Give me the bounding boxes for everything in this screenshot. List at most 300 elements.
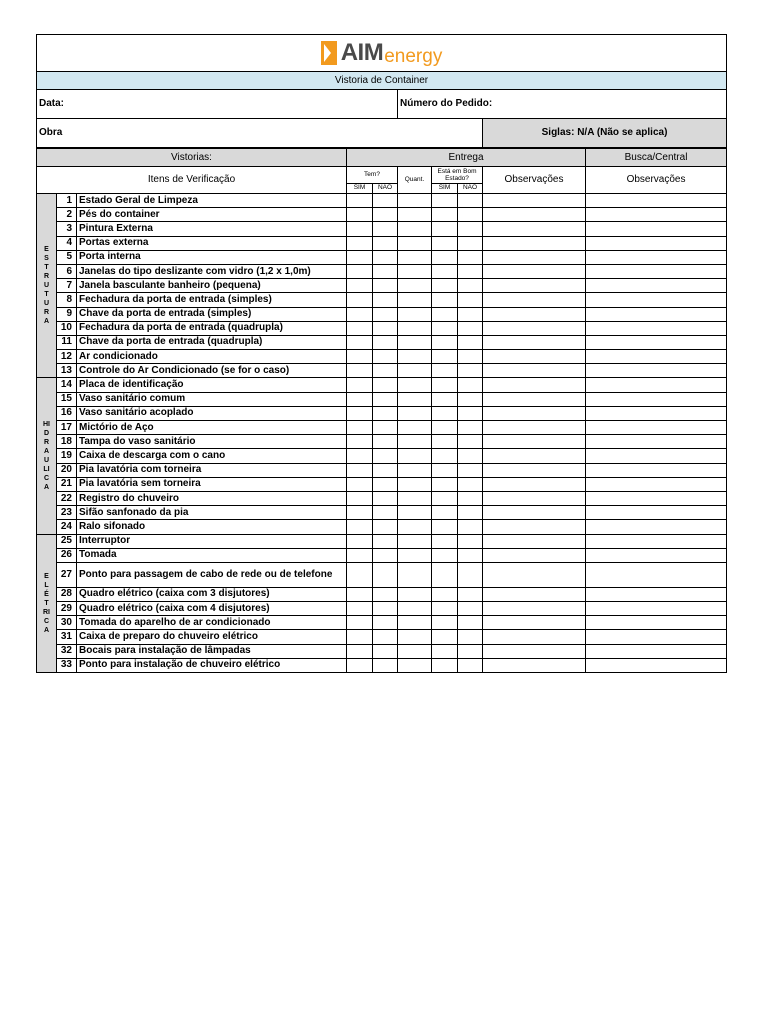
obs-entrega-cell[interactable] — [483, 208, 586, 222]
table-row — [37, 616, 727, 630]
estado-nao-cell[interactable] — [458, 194, 483, 208]
estado-sim-cell[interactable] — [432, 506, 458, 520]
item-description: Tomada — [77, 548, 347, 562]
category-label-1 — [37, 378, 57, 534]
quant-cell[interactable] — [398, 208, 432, 222]
estado-sim-cell[interactable] — [432, 335, 458, 349]
quant-header: Quant. — [398, 167, 432, 194]
tem-sim-cell[interactable] — [347, 562, 373, 587]
item-description: Caixa de preparo do chuveiro elétrico — [77, 630, 347, 644]
estado-nao-cell[interactable] — [458, 421, 483, 435]
tem-sim-cell[interactable] — [347, 264, 373, 278]
obs-entrega-cell[interactable] — [483, 506, 586, 520]
obs-entrega-cell[interactable] — [483, 194, 586, 208]
tem-sim-cell[interactable] — [347, 616, 373, 630]
tem-nao-cell[interactable] — [373, 548, 398, 562]
obs-busca-cell[interactable] — [586, 250, 727, 264]
item-description: Mictório de Aço — [77, 421, 347, 435]
estado-sim-cell[interactable] — [432, 630, 458, 644]
estado-nao-header: NÃO — [458, 184, 483, 194]
estado-sim-cell[interactable] — [432, 307, 458, 321]
estado-sim-cell[interactable] — [432, 264, 458, 278]
item-number: 21 — [57, 477, 77, 491]
obs-entrega-cell[interactable] — [483, 562, 586, 587]
tem-sim-cell[interactable] — [347, 350, 373, 364]
obs-busca-cell[interactable] — [586, 421, 727, 435]
estado-sim-cell[interactable] — [432, 491, 458, 505]
estado-nao-cell[interactable] — [458, 236, 483, 250]
tem-nao-cell[interactable] — [373, 264, 398, 278]
item-number: 6 — [57, 264, 77, 278]
item-number: 23 — [57, 506, 77, 520]
order-number-field[interactable] — [398, 90, 727, 119]
quant-cell[interactable] — [398, 378, 432, 392]
quant-cell[interactable] — [398, 236, 432, 250]
tem-sim-cell[interactable] — [347, 534, 373, 548]
item-description: Controle do Ar Condicionado (se for o caso) — [77, 364, 347, 378]
quant-cell[interactable] — [398, 250, 432, 264]
tem-sim-cell[interactable] — [347, 406, 373, 420]
tem-sim-cell[interactable] — [347, 602, 373, 616]
tem-nao-cell[interactable] — [373, 194, 398, 208]
tem-sim-cell[interactable] — [347, 449, 373, 463]
obs-busca-cell[interactable] — [586, 548, 727, 562]
quant-cell[interactable] — [398, 364, 432, 378]
estado-sim-cell[interactable] — [432, 587, 458, 601]
category-label-text: ELÉTRICA — [43, 572, 50, 634]
obs-entrega-cell[interactable] — [483, 364, 586, 378]
estado-sim-cell[interactable] — [432, 477, 458, 491]
item-description: Ponto para instalação de chuveiro elétrico — [77, 658, 347, 672]
obs-busca-cell[interactable] — [586, 194, 727, 208]
obs-entrega-cell[interactable] — [483, 335, 586, 349]
tem-sim-cell[interactable] — [347, 644, 373, 658]
estado-sim-cell[interactable] — [432, 520, 458, 534]
item-number: 32 — [57, 644, 77, 658]
obs-busca-cell[interactable] — [586, 506, 727, 520]
tem-nao-cell[interactable] — [373, 222, 398, 236]
estado-sim-cell[interactable] — [432, 658, 458, 672]
tem-nao-cell[interactable] — [373, 236, 398, 250]
tem-sim-cell[interactable] — [347, 250, 373, 264]
obs-busca-cell[interactable] — [586, 463, 727, 477]
obs-entrega-cell[interactable] — [483, 350, 586, 364]
obs-entrega-cell[interactable] — [483, 279, 586, 293]
quant-cell[interactable] — [398, 587, 432, 601]
item-number: 19 — [57, 449, 77, 463]
estado-nao-cell[interactable] — [458, 307, 483, 321]
obs-entrega-cell[interactable] — [483, 477, 586, 491]
estado-nao-cell[interactable] — [458, 658, 483, 672]
obs-entrega-cell[interactable] — [483, 449, 586, 463]
tem-nao-cell[interactable] — [373, 208, 398, 222]
obs-busca-cell[interactable] — [586, 616, 727, 630]
quant-cell[interactable] — [398, 463, 432, 477]
tem-nao-cell[interactable] — [373, 335, 398, 349]
tem-nao-cell[interactable] — [373, 392, 398, 406]
item-number: 28 — [57, 587, 77, 601]
estado-sim-cell[interactable] — [432, 236, 458, 250]
quant-cell[interactable] — [398, 534, 432, 548]
obs-entrega-cell[interactable] — [483, 602, 586, 616]
tem-nao-cell[interactable] — [373, 562, 398, 587]
table-row — [37, 587, 727, 601]
item-description: Quadro elétrico (caixa com 4 disjutores) — [77, 602, 347, 616]
tem-nao-cell[interactable] — [373, 534, 398, 548]
tem-nao-cell[interactable] — [373, 250, 398, 264]
quant-cell[interactable] — [398, 421, 432, 435]
estado-sim-cell[interactable] — [432, 562, 458, 587]
estado-sim-cell[interactable] — [432, 222, 458, 236]
item-description: Vaso sanitário acoplado — [77, 406, 347, 420]
table-row — [37, 491, 727, 505]
quant-cell[interactable] — [398, 293, 432, 307]
tem-nao-cell[interactable] — [373, 602, 398, 616]
tem-nao-cell[interactable] — [373, 350, 398, 364]
tem-sim-cell[interactable] — [347, 548, 373, 562]
estado-nao-cell[interactable] — [458, 378, 483, 392]
tem-nao-cell[interactable] — [373, 658, 398, 672]
quant-cell[interactable] — [398, 350, 432, 364]
estado-nao-cell[interactable] — [458, 616, 483, 630]
obs-entrega-cell[interactable] — [483, 463, 586, 477]
obs-entrega-cell[interactable] — [483, 520, 586, 534]
tem-sim-cell[interactable] — [347, 222, 373, 236]
table-row — [37, 630, 727, 644]
date-field[interactable] — [37, 90, 398, 119]
obs-busca-cell[interactable] — [586, 321, 727, 335]
tem-sim-cell[interactable] — [347, 279, 373, 293]
item-number: 5 — [57, 250, 77, 264]
tem-nao-cell[interactable] — [373, 435, 398, 449]
estado-nao-cell[interactable] — [458, 463, 483, 477]
tem-sim-cell[interactable] — [347, 236, 373, 250]
item-description: Bocais para instalação de lâmpadas — [77, 644, 347, 658]
estado-sim-cell[interactable] — [432, 392, 458, 406]
item-description: Ralo sifonado — [77, 520, 347, 534]
tem-nao-cell[interactable] — [373, 506, 398, 520]
tem-nao-cell[interactable] — [373, 364, 398, 378]
obs-busca-cell[interactable] — [586, 602, 727, 616]
table-row — [37, 520, 727, 534]
quant-cell[interactable] — [398, 616, 432, 630]
logo-text-energy: energy — [384, 46, 443, 67]
inspection-sheet — [36, 34, 726, 673]
quant-cell[interactable] — [398, 264, 432, 278]
item-description: Pia lavatória sem torneira — [77, 477, 347, 491]
tem-nao-cell[interactable] — [373, 279, 398, 293]
estado-sim-cell[interactable] — [432, 250, 458, 264]
tem-sim-cell[interactable] — [347, 506, 373, 520]
quant-cell[interactable] — [398, 520, 432, 534]
tem-nao-cell[interactable] — [373, 520, 398, 534]
estado-nao-cell[interactable] — [458, 406, 483, 420]
obs-entrega-cell[interactable] — [483, 587, 586, 601]
quant-cell[interactable] — [398, 194, 432, 208]
estado-nao-cell[interactable] — [458, 520, 483, 534]
obs-busca-header: Observações — [586, 167, 727, 194]
obs-entrega-cell[interactable] — [483, 406, 586, 420]
obs-busca-cell[interactable] — [586, 562, 727, 587]
tem-sim-cell[interactable] — [347, 520, 373, 534]
obs-busca-cell[interactable] — [586, 534, 727, 548]
obs-entrega-cell[interactable] — [483, 307, 586, 321]
obs-busca-cell[interactable] — [586, 222, 727, 236]
estado-nao-cell[interactable] — [458, 548, 483, 562]
estado-nao-cell[interactable] — [458, 392, 483, 406]
quant-cell[interactable] — [398, 222, 432, 236]
tem-sim-cell[interactable] — [347, 630, 373, 644]
estado-nao-cell[interactable] — [458, 587, 483, 601]
item-number: 11 — [57, 335, 77, 349]
estado-sim-cell[interactable] — [432, 644, 458, 658]
item-number: 9 — [57, 307, 77, 321]
tem-nao-cell[interactable] — [373, 587, 398, 601]
estado-sim-cell[interactable] — [432, 602, 458, 616]
tem-nao-cell[interactable] — [373, 449, 398, 463]
obs-entrega-cell[interactable] — [483, 236, 586, 250]
obs-busca-cell[interactable] — [586, 658, 727, 672]
estado-sim-cell[interactable] — [432, 194, 458, 208]
estado-sim-cell[interactable] — [432, 449, 458, 463]
item-number: 2 — [57, 208, 77, 222]
obs-entrega-cell[interactable] — [483, 548, 586, 562]
obs-busca-cell[interactable] — [586, 520, 727, 534]
table-row — [37, 534, 727, 548]
obs-busca-cell[interactable] — [586, 491, 727, 505]
table-row — [37, 644, 727, 658]
obs-busca-cell[interactable] — [586, 236, 727, 250]
tem-nao-cell[interactable] — [373, 477, 398, 491]
item-description: Interruptor — [77, 534, 347, 548]
tem-nao-cell[interactable] — [373, 406, 398, 420]
item-number: 1 — [57, 194, 77, 208]
tem-nao-cell[interactable] — [373, 293, 398, 307]
table-row — [37, 463, 727, 477]
estado-sim-cell[interactable] — [432, 378, 458, 392]
item-number: 27 — [57, 562, 77, 587]
tem-sim-cell[interactable] — [347, 392, 373, 406]
estado-nao-cell[interactable] — [458, 477, 483, 491]
quant-cell[interactable] — [398, 491, 432, 505]
tem-sim-cell[interactable] — [347, 463, 373, 477]
estado-sim-cell[interactable] — [432, 279, 458, 293]
estado-nao-cell[interactable] — [458, 293, 483, 307]
item-description: Vaso sanitário comum — [77, 392, 347, 406]
obs-entrega-cell[interactable] — [483, 293, 586, 307]
quant-cell[interactable] — [398, 321, 432, 335]
estado-nao-cell[interactable] — [458, 250, 483, 264]
bom-estado-header: Está em Bom Estado? — [432, 167, 483, 184]
table-row — [37, 222, 727, 236]
obs-busca-cell[interactable] — [586, 208, 727, 222]
tem-sim-cell[interactable] — [347, 658, 373, 672]
quant-cell[interactable] — [398, 562, 432, 587]
tem-nao-cell[interactable] — [373, 307, 398, 321]
quant-cell[interactable] — [398, 658, 432, 672]
estado-nao-cell[interactable] — [458, 435, 483, 449]
estado-nao-cell[interactable] — [458, 644, 483, 658]
item-number: 31 — [57, 630, 77, 644]
tem-sim-cell[interactable] — [347, 208, 373, 222]
estado-sim-cell[interactable] — [432, 435, 458, 449]
item-description: Janela basculante banheiro (pequena) — [77, 279, 347, 293]
estado-sim-cell[interactable] — [432, 350, 458, 364]
tem-sim-cell[interactable] — [347, 321, 373, 335]
obs-busca-cell[interactable] — [586, 307, 727, 321]
table-row — [37, 435, 727, 449]
table-row — [37, 364, 727, 378]
estado-nao-cell[interactable] — [458, 630, 483, 644]
obs-busca-cell[interactable] — [586, 392, 727, 406]
obs-entrega-cell[interactable] — [483, 491, 586, 505]
estado-nao-cell[interactable] — [458, 264, 483, 278]
item-description: Quadro elétrico (caixa com 3 disjutores) — [77, 587, 347, 601]
tem-sim-cell[interactable] — [347, 364, 373, 378]
tem-nao-cell[interactable] — [373, 421, 398, 435]
item-description: Chave da porta de entrada (quadrupla) — [77, 335, 347, 349]
obra-field[interactable] — [37, 119, 483, 149]
quant-cell[interactable] — [398, 392, 432, 406]
quant-cell[interactable] — [398, 449, 432, 463]
table-row — [37, 378, 727, 392]
obs-busca-cell[interactable] — [586, 335, 727, 349]
estado-nao-cell[interactable] — [458, 534, 483, 548]
tem-sim-cell[interactable] — [347, 335, 373, 349]
estado-nao-cell[interactable] — [458, 364, 483, 378]
estado-nao-cell[interactable] — [458, 602, 483, 616]
quant-cell[interactable] — [398, 644, 432, 658]
estado-sim-header: SIM — [432, 184, 458, 194]
obs-busca-cell[interactable] — [586, 350, 727, 364]
quant-cell[interactable] — [398, 602, 432, 616]
category-label-2 — [37, 534, 57, 673]
tem-nao-cell[interactable] — [373, 644, 398, 658]
estado-nao-cell[interactable] — [458, 321, 483, 335]
estado-nao-cell[interactable] — [458, 449, 483, 463]
estado-sim-cell[interactable] — [432, 208, 458, 222]
obs-busca-cell[interactable] — [586, 644, 727, 658]
obs-busca-cell[interactable] — [586, 477, 727, 491]
tem-nao-cell[interactable] — [373, 378, 398, 392]
category-label-0 — [37, 194, 57, 378]
tem-nao-cell[interactable] — [373, 491, 398, 505]
estado-nao-cell[interactable] — [458, 279, 483, 293]
quant-cell[interactable] — [398, 335, 432, 349]
tem-sim-cell[interactable] — [347, 293, 373, 307]
estado-sim-cell[interactable] — [432, 534, 458, 548]
estado-nao-cell[interactable] — [458, 222, 483, 236]
obs-entrega-cell[interactable] — [483, 630, 586, 644]
estado-nao-cell[interactable] — [458, 350, 483, 364]
obs-entrega-cell[interactable] — [483, 321, 586, 335]
obs-entrega-cell[interactable] — [483, 616, 586, 630]
obs-entrega-cell[interactable] — [483, 435, 586, 449]
table-row — [37, 335, 727, 349]
estado-sim-cell[interactable] — [432, 463, 458, 477]
estado-sim-cell[interactable] — [432, 548, 458, 562]
obs-busca-cell[interactable] — [586, 435, 727, 449]
estado-sim-cell[interactable] — [432, 406, 458, 420]
table-row — [37, 321, 727, 335]
obs-entrega-cell[interactable] — [483, 421, 586, 435]
obra-label: Obra — [39, 127, 63, 138]
estado-nao-cell[interactable] — [458, 335, 483, 349]
obs-entrega-cell[interactable] — [483, 222, 586, 236]
estado-sim-cell[interactable] — [432, 616, 458, 630]
obs-entrega-cell[interactable] — [483, 250, 586, 264]
item-number: 16 — [57, 406, 77, 420]
estado-nao-cell[interactable] — [458, 506, 483, 520]
table-row — [37, 548, 727, 562]
obs-busca-cell[interactable] — [586, 364, 727, 378]
obs-busca-cell[interactable] — [586, 449, 727, 463]
estado-nao-cell[interactable] — [458, 562, 483, 587]
tem-sim-cell[interactable] — [347, 378, 373, 392]
quant-cell[interactable] — [398, 279, 432, 293]
tem-nao-cell[interactable] — [373, 616, 398, 630]
tem-sim-cell[interactable] — [347, 307, 373, 321]
table-row — [37, 307, 727, 321]
tem-sim-cell[interactable] — [347, 587, 373, 601]
tem-sim-cell[interactable] — [347, 477, 373, 491]
estado-sim-cell[interactable] — [432, 293, 458, 307]
estado-sim-cell[interactable] — [432, 421, 458, 435]
obs-entrega-cell[interactable] — [483, 264, 586, 278]
obs-busca-cell[interactable] — [586, 630, 727, 644]
obs-busca-cell[interactable] — [586, 293, 727, 307]
quant-cell[interactable] — [398, 506, 432, 520]
tem-sim-cell[interactable] — [347, 491, 373, 505]
obs-entrega-cell[interactable] — [483, 392, 586, 406]
estado-nao-cell[interactable] — [458, 208, 483, 222]
estado-sim-cell[interactable] — [432, 364, 458, 378]
item-number: 29 — [57, 602, 77, 616]
obs-entrega-cell[interactable] — [483, 534, 586, 548]
obs-busca-cell[interactable] — [586, 406, 727, 420]
item-description: Janelas do tipo deslizante com vidro (1,2 x 1,0m) — [77, 264, 347, 278]
quant-cell[interactable] — [398, 307, 432, 321]
item-number: 8 — [57, 293, 77, 307]
tem-nao-cell[interactable] — [373, 463, 398, 477]
quant-cell[interactable] — [398, 548, 432, 562]
item-description: Sifão sanfonado da pia — [77, 506, 347, 520]
estado-sim-cell[interactable] — [432, 321, 458, 335]
obs-entrega-header: Observações — [483, 167, 586, 194]
obs-entrega-cell[interactable] — [483, 644, 586, 658]
quant-cell[interactable] — [398, 406, 432, 420]
quant-cell[interactable] — [398, 435, 432, 449]
siglas-legend: Siglas: N/A (Não se aplica) — [483, 119, 727, 149]
tem-nao-cell[interactable] — [373, 630, 398, 644]
quant-cell[interactable] — [398, 477, 432, 491]
obs-busca-cell[interactable] — [586, 279, 727, 293]
tem-sim-cell[interactable] — [347, 421, 373, 435]
category-label-text: ESTRUTURA — [43, 246, 50, 326]
obs-busca-cell[interactable] — [586, 264, 727, 278]
obs-entrega-cell[interactable] — [483, 658, 586, 672]
tem-nao-cell[interactable] — [373, 321, 398, 335]
table-row — [37, 250, 727, 264]
tem-sim-cell[interactable] — [347, 435, 373, 449]
quant-cell[interactable] — [398, 630, 432, 644]
obs-busca-cell[interactable] — [586, 587, 727, 601]
obs-busca-cell[interactable] — [586, 378, 727, 392]
obs-entrega-cell[interactable] — [483, 378, 586, 392]
entrega-header: Entrega — [347, 148, 586, 167]
tem-sim-cell[interactable] — [347, 194, 373, 208]
estado-nao-cell[interactable] — [458, 491, 483, 505]
